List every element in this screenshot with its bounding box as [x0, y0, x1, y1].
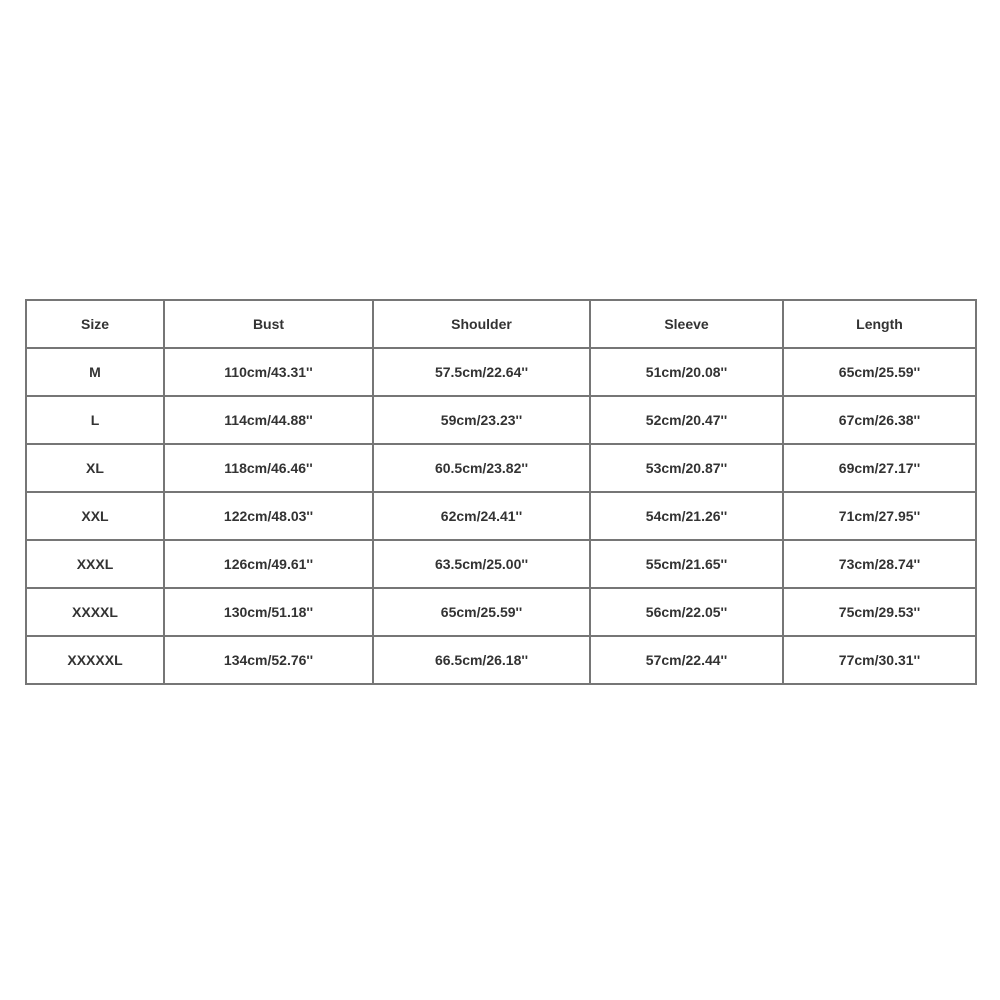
shoulder-cell: 65cm/25.59'': [373, 588, 590, 636]
sleeve-cell: 56cm/22.05'': [590, 588, 783, 636]
length-cell: 77cm/30.31'': [783, 636, 976, 684]
table-row: [26, 492, 976, 540]
shoulder-cell: 59cm/23.23'': [373, 396, 590, 444]
shoulder-cell: 66.5cm/26.18'': [373, 636, 590, 684]
size-cell: XXXXL: [26, 588, 164, 636]
bust-cell: 114cm/44.88'': [164, 396, 373, 444]
table-row: [26, 588, 976, 636]
header-bust: Bust: [164, 300, 373, 348]
shoulder-cell: 63.5cm/25.00'': [373, 540, 590, 588]
bust-cell: 126cm/49.61'': [164, 540, 373, 588]
shoulder-cell: 57.5cm/22.64'': [373, 348, 590, 396]
sleeve-cell: 52cm/20.47'': [590, 396, 783, 444]
size-cell: XXXXXL: [26, 636, 164, 684]
length-cell: 75cm/29.53'': [783, 588, 976, 636]
table-row: [26, 348, 976, 396]
sleeve-cell: 54cm/21.26'': [590, 492, 783, 540]
header-size: Size: [26, 300, 164, 348]
sleeve-cell: 57cm/22.44'': [590, 636, 783, 684]
shoulder-cell: 62cm/24.41'': [373, 492, 590, 540]
length-cell: 73cm/28.74'': [783, 540, 976, 588]
header-length: Length: [783, 300, 976, 348]
bust-cell: 118cm/46.46'': [164, 444, 373, 492]
shoulder-cell: 60.5cm/23.82'': [373, 444, 590, 492]
table-row: [26, 396, 976, 444]
table-row: [26, 444, 976, 492]
length-cell: 67cm/26.38'': [783, 396, 976, 444]
bust-cell: 110cm/43.31'': [164, 348, 373, 396]
size-chart-table: [25, 299, 977, 685]
length-cell: 71cm/27.95'': [783, 492, 976, 540]
size-cell: XXL: [26, 492, 164, 540]
size-cell: M: [26, 348, 164, 396]
bust-cell: 122cm/48.03'': [164, 492, 373, 540]
length-cell: 69cm/27.17'': [783, 444, 976, 492]
header-sleeve: Sleeve: [590, 300, 783, 348]
table-row: [26, 636, 976, 684]
table-header-row: [26, 300, 976, 348]
sleeve-cell: 55cm/21.65'': [590, 540, 783, 588]
bust-cell: 130cm/51.18'': [164, 588, 373, 636]
bust-cell: 134cm/52.76'': [164, 636, 373, 684]
size-cell: XXXL: [26, 540, 164, 588]
header-shoulder: Shoulder: [373, 300, 590, 348]
sleeve-cell: 51cm/20.08'': [590, 348, 783, 396]
size-cell: L: [26, 396, 164, 444]
length-cell: 65cm/25.59'': [783, 348, 976, 396]
size-cell: XL: [26, 444, 164, 492]
table-row: [26, 540, 976, 588]
sleeve-cell: 53cm/20.87'': [590, 444, 783, 492]
